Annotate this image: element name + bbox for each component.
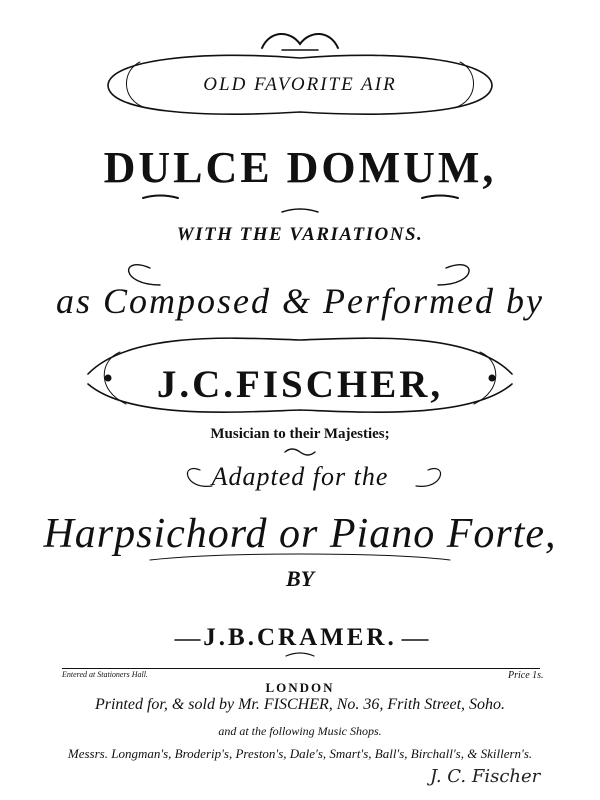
- handwritten-signature: J. C. Fischer: [430, 766, 541, 787]
- instrument-line: Harpsichord or Piano Forte,: [43, 511, 557, 557]
- arranger-name: J.B.CRAMER.: [203, 624, 397, 651]
- sellers-line: Messrs. Longman's, Broderip's, Preston's, Dale's, Smart's, Ball's, Birchall's, & Skillern's.: [67, 746, 533, 761]
- variations-line: WITH THE VARIATIONS.: [176, 224, 424, 245]
- composer-name: J.C.FISCHER,: [156, 363, 444, 406]
- price: Price 1s.: [508, 670, 544, 681]
- main-title: DULCE DOMUM,: [103, 143, 497, 192]
- composer-role: Musician to their Majesties;: [210, 426, 390, 442]
- by-line: BY: [285, 566, 315, 591]
- entered-note: Entered at Stationers Hall.: [62, 670, 148, 679]
- sold-at-line: and at the following Music Shops.: [218, 724, 382, 738]
- top-ornament: [262, 34, 338, 48]
- adapted-line: Adapted for the: [211, 462, 389, 491]
- printed-line: Printed for, & sold by Mr. FISCHER, No. 36, Frith Street, Soho.: [94, 696, 506, 713]
- composed-line: as Composed & Performed by: [56, 281, 544, 321]
- city: LONDON: [265, 680, 335, 695]
- imprint-divider: [62, 668, 540, 669]
- air-title: OLD FAVORITE AIR: [203, 74, 397, 95]
